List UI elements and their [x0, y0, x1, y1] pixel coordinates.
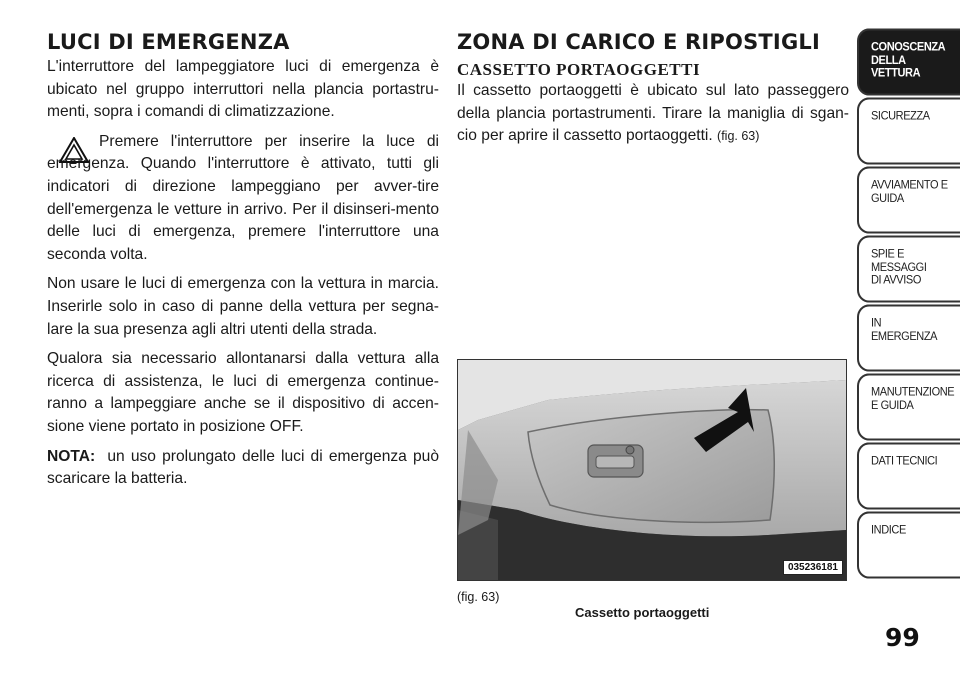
page-number: 99	[885, 623, 920, 652]
chapter-tabs	[857, 30, 960, 582]
glovebox-illustration	[458, 360, 846, 580]
tab-sicurezza[interactable]: SICUREZZA	[857, 97, 960, 164]
tab-spie-e-messaggi[interactable]: SPIE E MESSAGGI DI AVVISO	[857, 235, 960, 302]
note-label: NOTA:	[47, 447, 96, 465]
subheading-glovebox: CASSETTO PORTAOGGETTI	[457, 60, 701, 79]
tab-dati-tecnici[interactable]: DATI TECNICI	[857, 442, 960, 509]
paragraph-glovebox	[457, 80, 849, 148]
left-column	[47, 30, 439, 498]
figure-reference: (fig. 63)	[717, 129, 760, 144]
section-heading-storage: ZONA DI CARICO E RIPOSTIGLI	[457, 30, 820, 54]
image-code: 035236181	[783, 560, 843, 575]
note-text: un uso prolungato delle luci di emergenza può scaricare la batteria.	[47, 447, 439, 488]
hazard-triangle-icon	[59, 137, 89, 163]
section-heading-emergency-lights: LUCI DI EMERGENZA	[47, 30, 290, 54]
tab-manutenzione[interactable]: MANUTENZIONE E GUIDA	[857, 373, 960, 440]
tab-indice[interactable]: INDICE	[857, 511, 960, 578]
warning-block	[47, 131, 439, 267]
figure-label: (fig. 63)	[457, 590, 500, 604]
paragraph-usage: Non usare le luci di emergenza con la vettura in marcia. Inserirle solo in caso di panne della vettura per segna-lare la sua presenza agli altri utenti della strada.	[47, 275, 439, 338]
paragraph-location: L'interruttore del lampeggiatore luci di emergenza è ubicato nel gruppo interruttori nella plancia portastru-menti, sopra i comandi di climatizzazione.	[47, 58, 439, 121]
figure-caption: Cassetto portaoggetti	[575, 605, 710, 620]
tab-in-emergenza[interactable]: IN EMERGENZA	[857, 304, 960, 371]
paragraph-activation: Premere l'interruttore per inserire la luce di emergenza. Quando l'interruttore è attivato, tutti gli indicatori di direzione lampeggiano per avver-tire dell'emergenza le vetture in arrivo. Per il disinseri-mento delle luci di emergenza, premere l'interruttore una seconda volta.	[47, 132, 439, 263]
tab-avviamento-e-guida[interactable]: AVVIAMENTO E GUIDA	[857, 166, 960, 233]
glovebox-text: Il cassetto portaoggetti è ubicato sul lato passeggero della plancia portastrumenti. Tirare la maniglia di sgan-cio per aprire il cassetto portaoggetti.	[457, 82, 849, 145]
tab-conoscenza-della-vettura[interactable]: CONOSCENZA DELLA VETTURA	[857, 28, 960, 95]
glovebox-photo	[457, 359, 847, 581]
right-column	[457, 30, 849, 155]
note-paragraph	[47, 446, 439, 491]
paragraph-assistance: Qualora sia necessario allontanarsi dalla vettura alla ricerca di assistenza, le luci di emergenza continue-ranno a lampeggiare anche se il dispositivo di accen-sione viene portato in posizione OFF.	[47, 350, 439, 435]
